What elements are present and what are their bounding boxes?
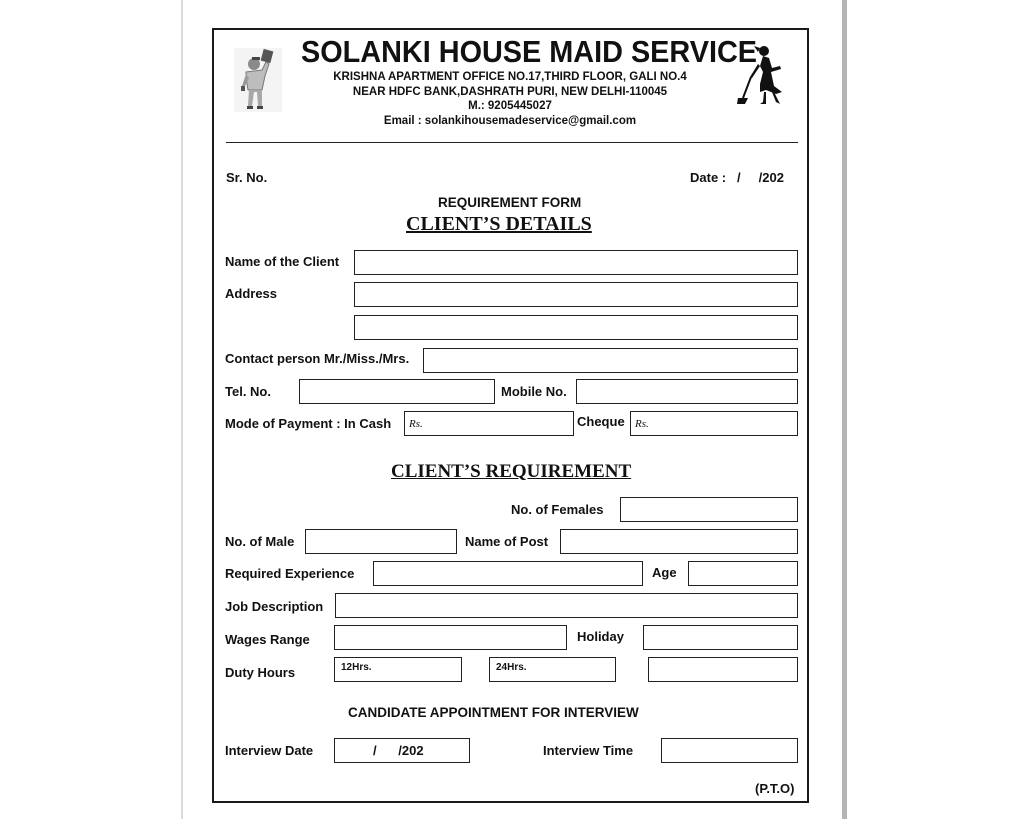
form-title: REQUIREMENT FORM (438, 195, 582, 210)
mobile-no-field[interactable] (576, 379, 798, 404)
age-label: Age (652, 565, 677, 580)
interview-date-label: Interview Date (225, 743, 314, 758)
male-label: No. of Male (225, 534, 295, 549)
females-label: No. of Females (511, 502, 604, 517)
post-name-label: Name of Post (465, 534, 549, 549)
client-details-heading: CLIENT’S DETAILS (406, 213, 592, 235)
worker-logo-icon (234, 48, 282, 112)
contact-person-label: Contact person Mr./Miss./Mrs. (225, 351, 410, 366)
job-description-field[interactable] (335, 593, 798, 618)
post-name-field[interactable] (560, 529, 798, 554)
sr-no-label: Sr. No. (226, 170, 268, 185)
address-line-1: KRISHNA APARTMENT OFFICE NO.17,THIRD FLOOR, GALI NO.4 (333, 71, 687, 83)
company-title: SOLANKI HOUSE MAID SERVICE (301, 34, 758, 69)
sheet-edge-right (842, 0, 847, 819)
client-name-field[interactable] (354, 250, 798, 275)
duty-hours-label: Duty Hours (225, 665, 296, 680)
address-line-2: NEAR HDFC BANK,DASHRATH PURI, NEW DELHI-110045 (352, 86, 668, 98)
interview-date-field[interactable] (334, 738, 470, 763)
duty-12hrs-label: 12Hrs. (341, 662, 372, 673)
phone-number: M.: 9205445027 (468, 100, 552, 112)
appointment-heading: CANDIDATE APPOINTMENT FOR INTERVIEW (348, 705, 639, 720)
cash-rs-label: Rs. (409, 418, 423, 430)
experience-label: Required Experience (225, 566, 355, 581)
client-requirement-heading: CLIENT’S REQUIREMENT (391, 461, 632, 482)
cash-amount-field[interactable] (404, 411, 574, 436)
cheque-label: Cheque (577, 414, 625, 429)
interview-date-value: / /202 (373, 743, 424, 758)
interview-time-label: Interview Time (543, 743, 634, 758)
tel-no-label: Tel. No. (225, 384, 271, 399)
duty-12hrs-field[interactable] (334, 657, 462, 682)
payment-mode-label: Mode of Payment : In Cash (225, 416, 392, 431)
holiday-label: Holiday (577, 629, 624, 644)
contact-person-field[interactable] (423, 348, 798, 373)
females-field[interactable] (620, 497, 798, 522)
address-field-line-1[interactable] (354, 282, 798, 307)
interview-time-field[interactable] (661, 738, 798, 763)
job-description-label: Job Description (225, 599, 324, 614)
duty-24hrs-label: 24Hrs. (496, 662, 527, 673)
duty-hours-other-field[interactable] (648, 657, 798, 682)
wages-range-field[interactable] (334, 625, 567, 650)
experience-field[interactable] (373, 561, 643, 586)
address-label: Address (225, 286, 278, 301)
date-label: Date : / /202 (690, 170, 784, 185)
email-address: Email : solankihousemadeservice@gmail.com (383, 115, 637, 127)
client-name-label: Name of the Client (225, 254, 340, 269)
address-field-line-2[interactable] (354, 315, 798, 340)
left-margin (0, 0, 182, 819)
mobile-no-label: Mobile No. (501, 384, 567, 399)
cheque-amount-field[interactable] (630, 411, 798, 436)
holiday-field[interactable] (643, 625, 798, 650)
male-field[interactable] (305, 529, 457, 554)
age-field[interactable] (688, 561, 798, 586)
header-divider (226, 142, 798, 143)
pto-note: (P.T.O) (755, 781, 795, 796)
duty-24hrs-field[interactable] (489, 657, 616, 682)
cheque-rs-label: Rs. (635, 418, 649, 430)
wages-range-label: Wages Range (225, 632, 310, 647)
tel-no-field[interactable] (299, 379, 495, 404)
